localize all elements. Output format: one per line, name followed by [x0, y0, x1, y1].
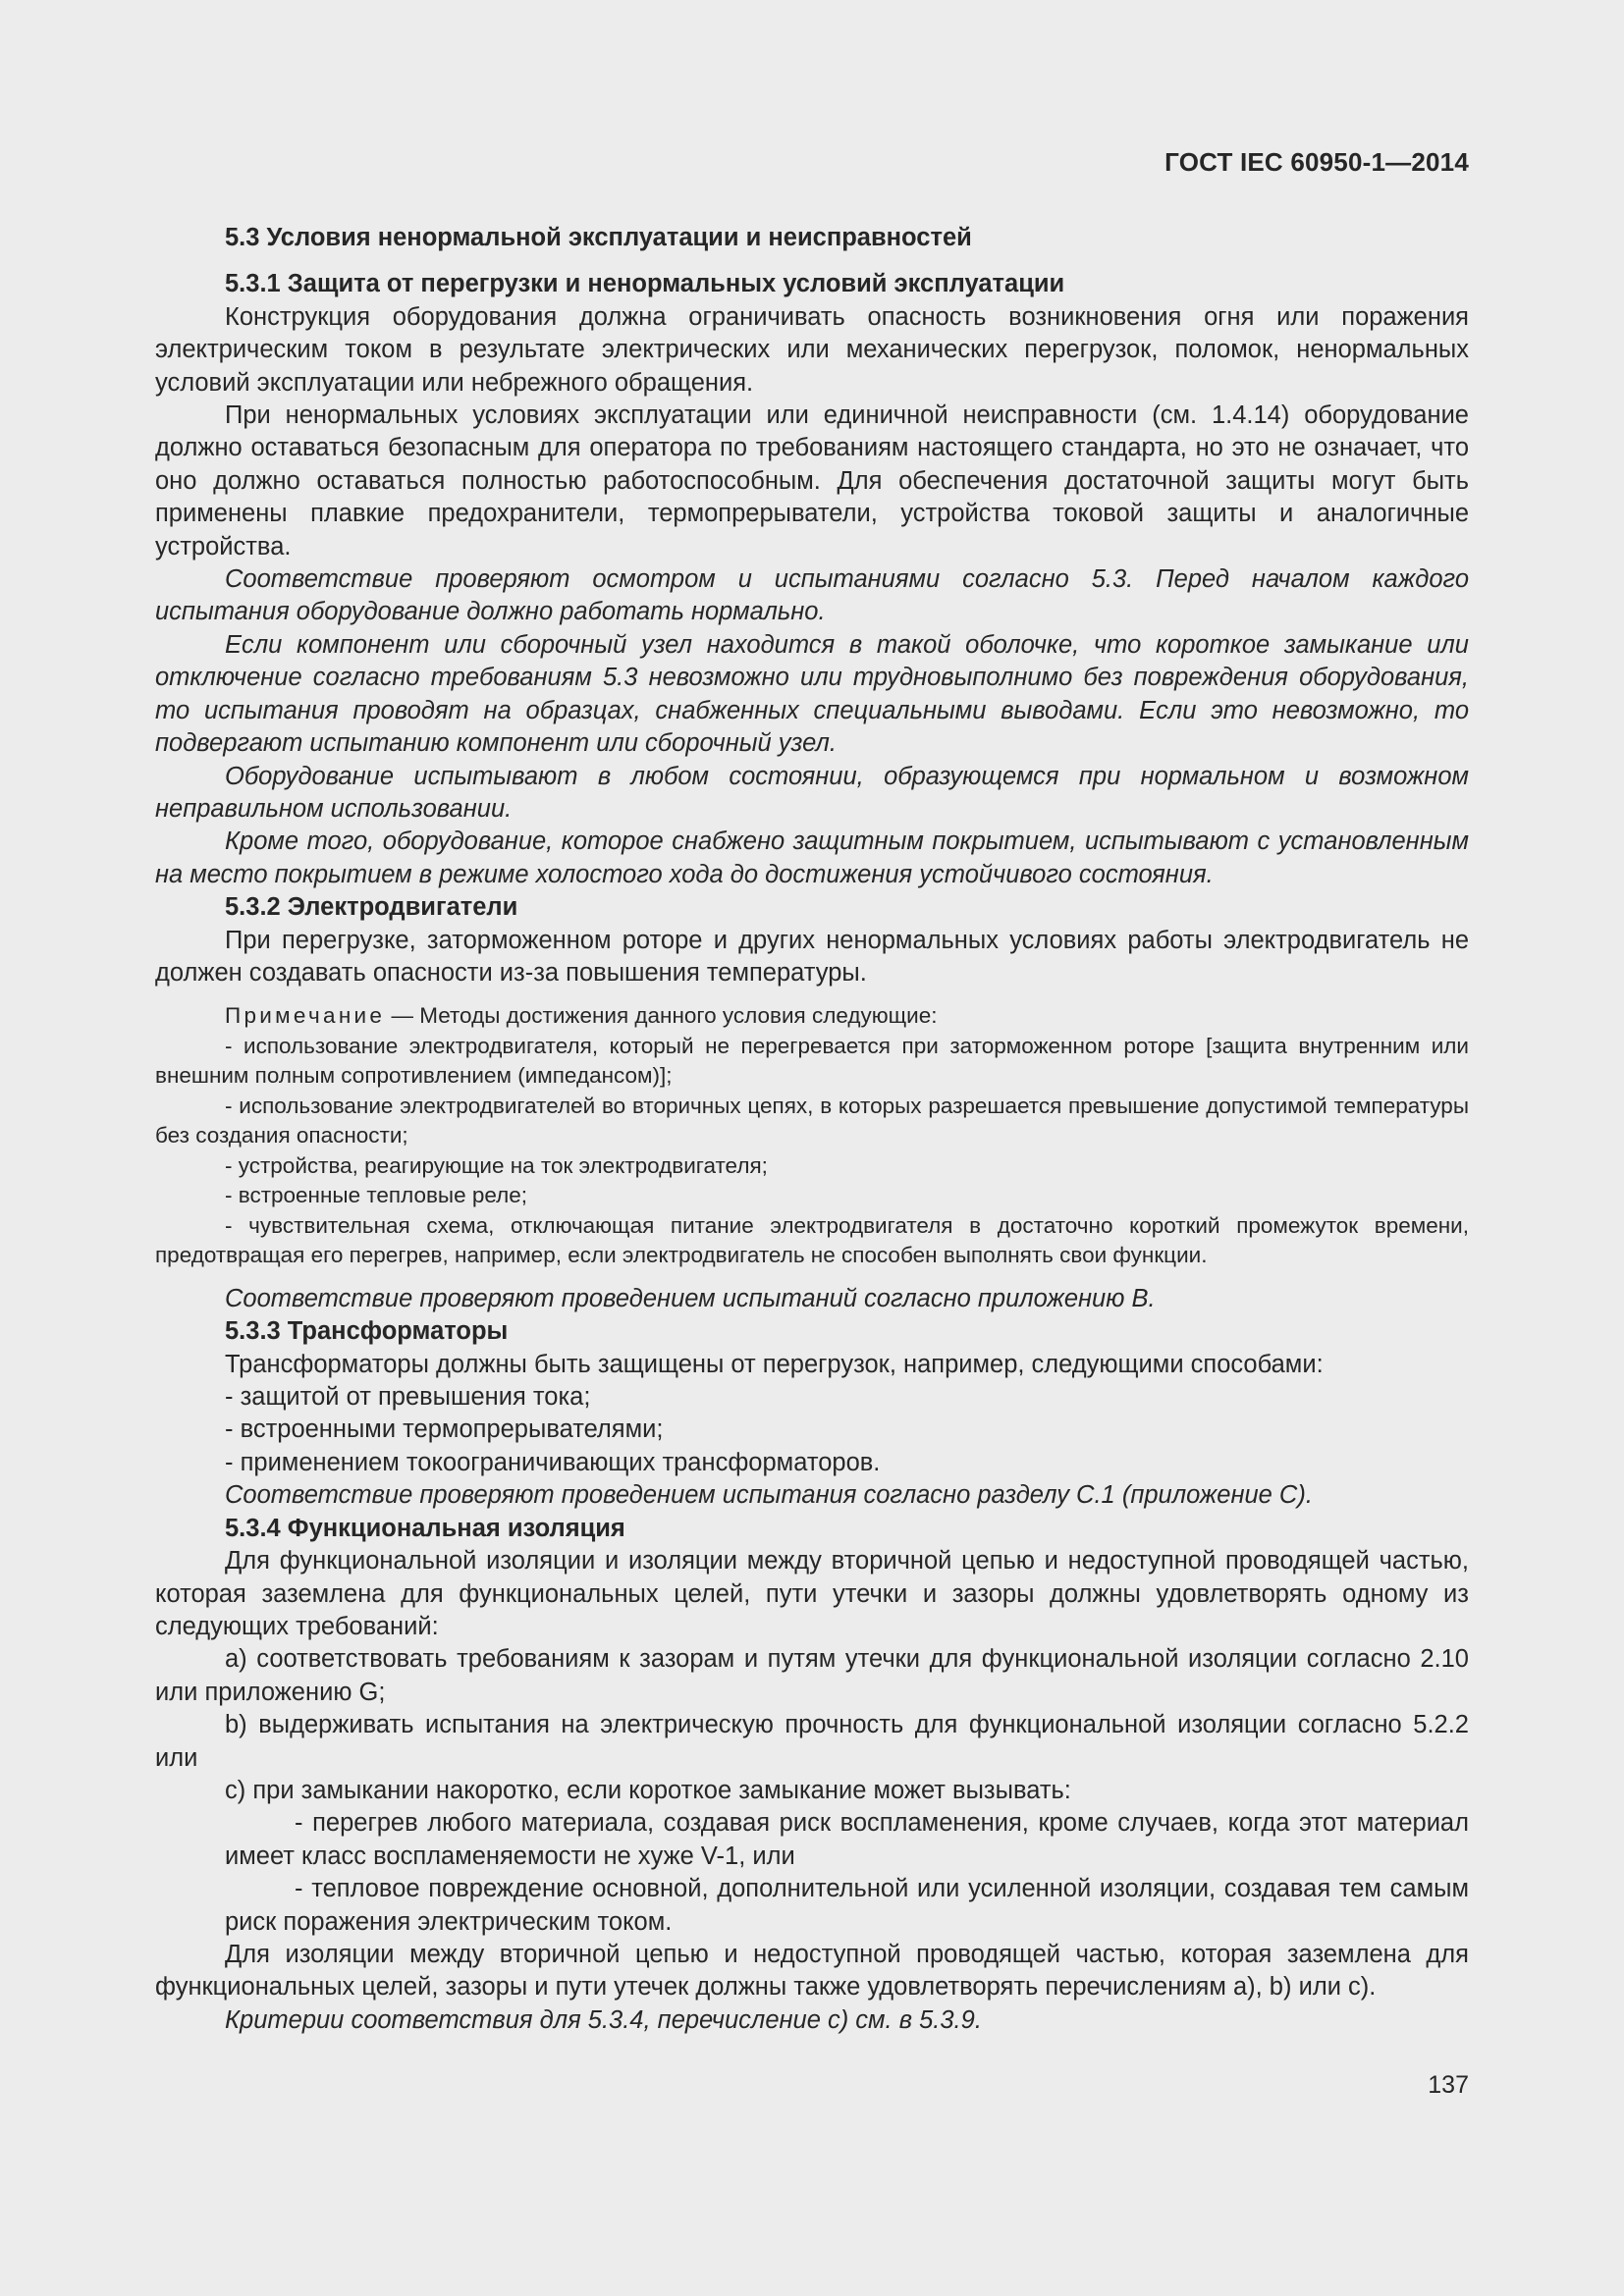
- page-number: 137: [1428, 2071, 1469, 2099]
- document-body: [155, 222, 1469, 2037]
- note-intro-text: — Методы достижения данного условия следующие:: [385, 1003, 938, 1029]
- compliance-paragraph: Соответствие проверяют проведением испытания согласно разделу С.1 (приложение С).: [225, 1481, 1313, 1510]
- paragraph: При ненормальных условиях эксплуатации или единичной неисправности (см. 1.4.14) оборудование должно оставаться безопасным для оператора по требованиям настоящего стандарта, но это не означает, что оно должно оставаться полностью работоспособным. Для обеспечения достаточной защиты могут быть применены плавкие предохранители, термопрерыватели, устройства токовой защиты и аналогичные устройства.: [155, 401, 1469, 561]
- note-item: - встроенные тепловые реле;: [225, 1183, 528, 1208]
- list-item: - защитой от превышения тока;: [225, 1383, 591, 1412]
- section-heading-5-3-1: 5.3.1 Защита от перегрузки и ненормальных условий эксплуатации: [225, 270, 1065, 298]
- note-item: - устройства, реагирующие на ток электродвигателя;: [225, 1152, 768, 1178]
- compliance-paragraph: Кроме того, оборудование, которое снабжено защитным покрытием, испытывают с установленным на место покрытием в режиме холостого хода до достижения устойчивого состояния.: [155, 828, 1469, 888]
- note-item: - чувствительная схема, отключающая питание электродвигателя в достаточно короткий промежуток времени, предотвращая его перегрев, например, если электродвигатель не способен выполнять свои функции.: [155, 1212, 1469, 1268]
- compliance-paragraph: Соответствие проверяют осмотром и испытаниями согласно 5.3. Перед началом каждого испытания оборудование должно работать нормально.: [155, 565, 1469, 626]
- compliance-paragraph: Оборудование испытывают в любом состоянии, образующемся при нормальном и возможном неправильном использовании.: [155, 762, 1469, 823]
- list-item-a: а) соответствовать требованиям к зазорам и путям утечки для функциональной изоляции согласно 2.10 или приложению G;: [155, 1645, 1469, 1706]
- note-intro: [155, 1001, 1469, 1032]
- paragraph: При перегрузке, заторможенном роторе и других ненормальных условиях работы электродвигатель не должен создавать опасности из-за повышения температуры.: [155, 926, 1469, 987]
- paragraph: Для изоляции между вторичной цепью и недоступной проводящей частью, которая заземлена для функциональных целей, зазоры и пути утечек должны также удовлетворять перечислениям а), b) или с).: [155, 1940, 1469, 2002]
- paragraph: Для функциональной изоляции и изоляции между вторичной цепью и недоступной проводящей частью, которая заземлена для функциональных целей, пути утечки и зазоры должны удовлетворять одному из следующих требований:: [155, 1547, 1469, 1640]
- paragraph: Трансформаторы должны быть защищены от перегрузок, например, следующими способами:: [225, 1350, 1324, 1378]
- section-heading-5-3: 5.3 Условия ненормальной эксплуатации и неисправностей: [225, 224, 972, 251]
- doc-code-header: ГОСТ IEC 60950-1—2014: [1164, 147, 1469, 177]
- list-item: - встроенными термопрерывателями;: [225, 1415, 664, 1444]
- note-label: Примечание: [225, 1003, 386, 1029]
- note-item: - использование электродвигателя, который не перегревается при заторможенном роторе [защита внутренним или внешним полным сопротивлением (импедансом)];: [155, 1033, 1469, 1089]
- compliance-paragraph: Соответствие проверяют проведением испытаний согласно приложению В.: [225, 1284, 1156, 1312]
- compliance-paragraph: Критерии соответствия для 5.3.4, перечисление с) см. в 5.3.9.: [225, 2005, 982, 2034]
- section-heading-5-3-4: 5.3.4 Функциональная изоляция: [225, 1514, 625, 1542]
- section-heading-5-3-3: 5.3.3 Трансформаторы: [225, 1317, 509, 1346]
- sub-list-item: - тепловое повреждение основной, дополнительной или усиленной изоляции, создавая тем самым риск поражения электрическим током.: [225, 1875, 1469, 1936]
- sub-list-item: - перегрев любого материала, создавая риск воспламенения, кроме случаев, когда этот материал имеет класс воспламеняемости не хуже V-1, или: [225, 1809, 1469, 1870]
- list-item-b: b) выдерживать испытания на электрическую прочность для функциональной изоляции согласно 5.2.2 или: [155, 1711, 1469, 1772]
- note-block: [155, 1001, 1469, 1271]
- list-item: - применением токоограничивающих трансформаторов.: [225, 1448, 881, 1476]
- paragraph: Конструкция оборудования должна ограничивать опасность возникновения огня или поражения электрическим током в результате электрических или механических перегрузок, поломок, ненормальных условий эксплуатации или небрежного обращения.: [155, 302, 1469, 397]
- section-heading-5-3-2: 5.3.2 Электродвигатели: [225, 893, 518, 922]
- note-item: - использование электродвигателей во вторичных цепях, в которых разрешается превышение допустимой температуры без создания опасности;: [155, 1093, 1469, 1148]
- list-item-c: с) при замыкании накоротко, если короткое замыкание может вызывать:: [225, 1776, 1071, 1804]
- compliance-paragraph: Если компонент или сборочный узел находится в такой оболочке, что короткое замыкание или отключение согласно требованиям 5.3 невозможно или трудновыполнимо без повреждения оборудования, то испытания проводят на образцах, снабженных специальными выводами. Если это невозможно, то подвергают испытанию компонент или сборочный узел.: [155, 630, 1469, 758]
